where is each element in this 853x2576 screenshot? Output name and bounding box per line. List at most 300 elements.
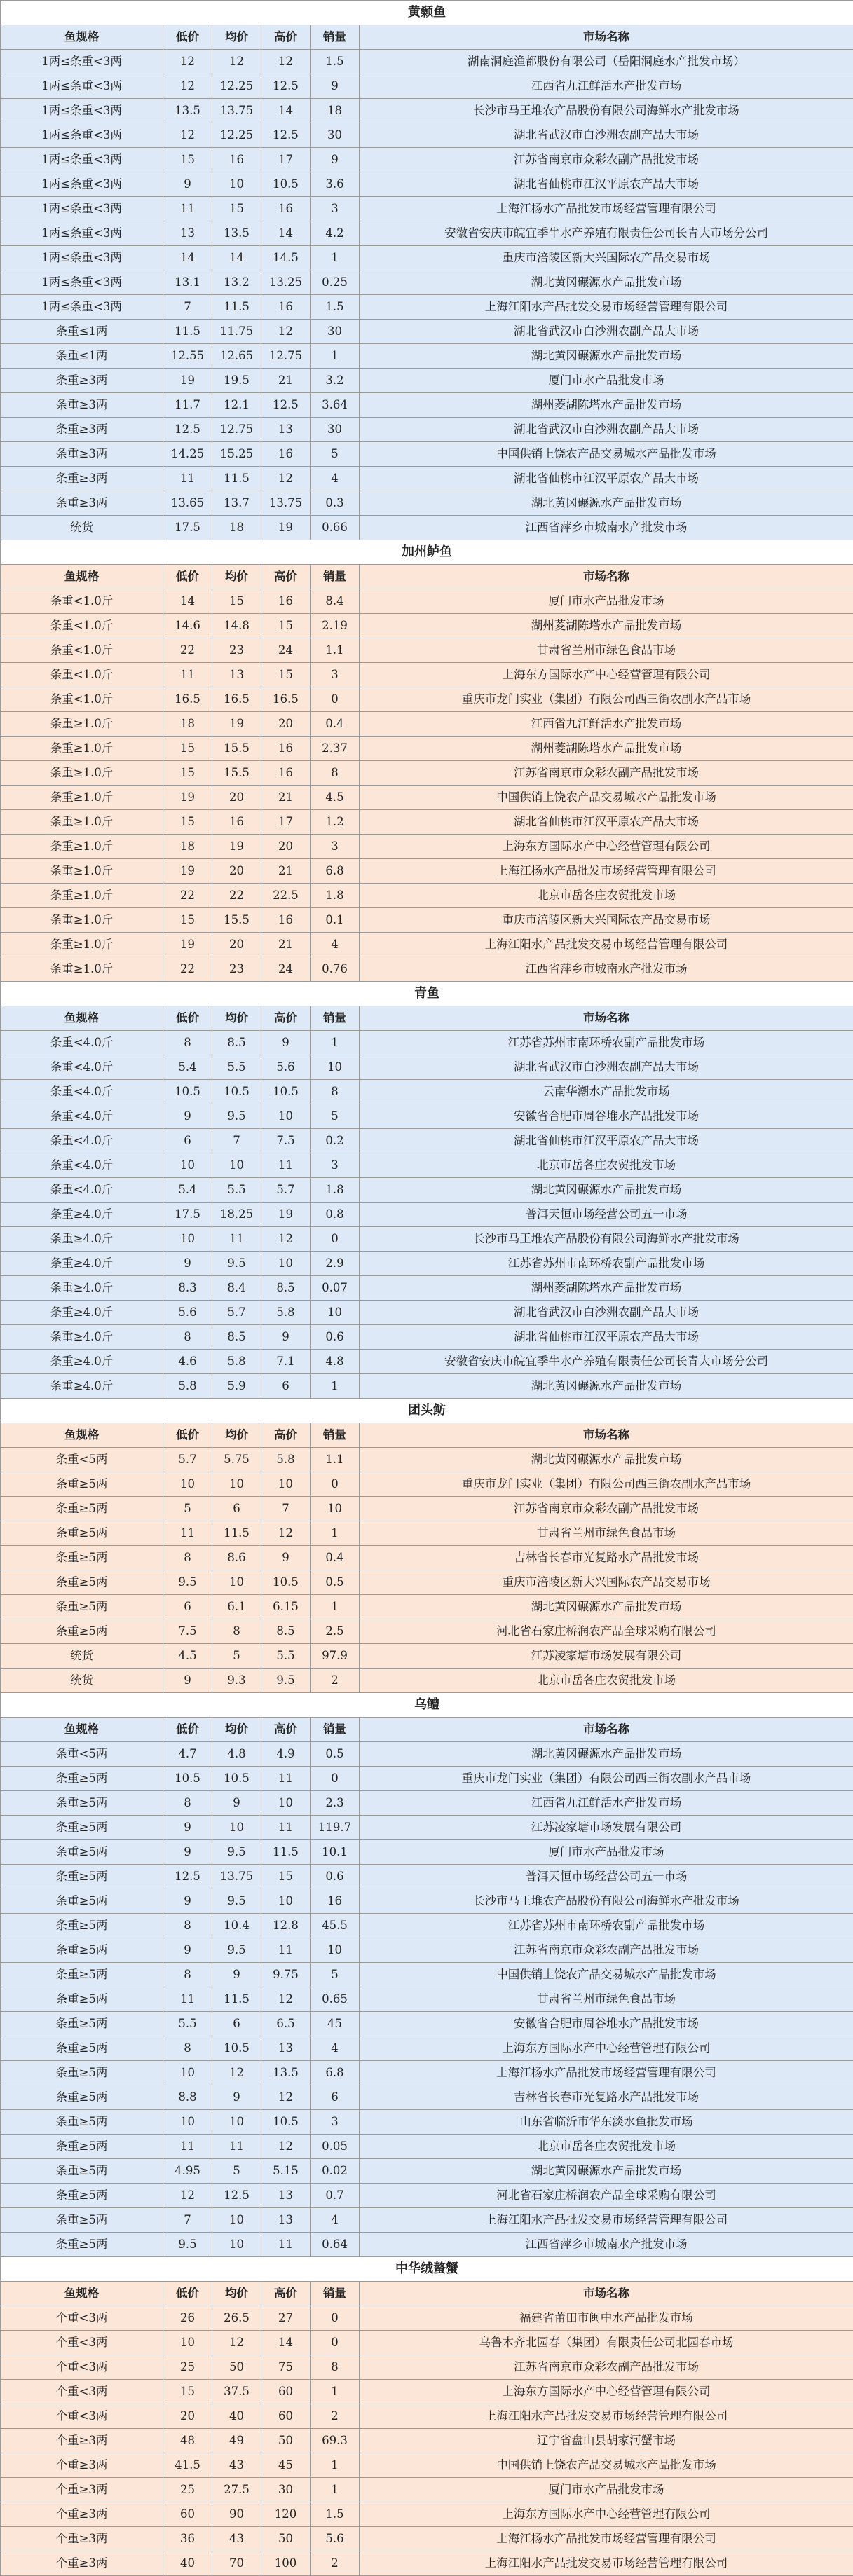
high-price-cell: 9.5 bbox=[261, 1669, 311, 1693]
spec-cell: 条重≥4.0斤 bbox=[1, 1203, 163, 1227]
market-cell: 湖北省仙桃市江汉平原农产品大市场 bbox=[360, 1325, 853, 1350]
market-cell: 江苏凌家塘市场发展有限公司 bbox=[360, 1816, 853, 1840]
high-price-cell: 12.5 bbox=[261, 393, 311, 418]
low-price-cell: 18 bbox=[163, 712, 212, 737]
low-price-cell: 10 bbox=[163, 1153, 212, 1178]
low-price-cell: 10 bbox=[163, 2331, 212, 2355]
low-price-cell: 15 bbox=[163, 908, 212, 933]
volume-cell: 1.8 bbox=[311, 1178, 360, 1203]
high-price-cell: 16 bbox=[261, 442, 311, 467]
market-header: 市场名称 bbox=[360, 1718, 853, 1742]
table-row bbox=[1, 2159, 853, 2184]
table-row bbox=[1, 638, 853, 663]
market-cell: 厦门市水产品批发市场 bbox=[360, 1840, 853, 1865]
market-cell: 湖北黄冈碾源水产品批发市场 bbox=[360, 1742, 853, 1767]
high-price-cell: 12 bbox=[261, 467, 311, 491]
table-row bbox=[1, 2453, 853, 2478]
high-price-cell: 11 bbox=[261, 1153, 311, 1178]
avg-price-cell: 10.5 bbox=[212, 1767, 261, 1791]
high-price-cell: 21 bbox=[261, 369, 311, 393]
spec-cell: 统货 bbox=[1, 1644, 163, 1669]
avg-price-cell: 70 bbox=[212, 2551, 261, 2576]
spec-cell: 条重≥3两 bbox=[1, 491, 163, 516]
high-price-cell: 19 bbox=[261, 516, 311, 540]
section-title-row bbox=[1, 1, 853, 25]
avg-price-cell: 5.9 bbox=[212, 1374, 261, 1399]
volume-cell: 6.8 bbox=[311, 859, 360, 884]
high-price-cell: 13 bbox=[261, 418, 311, 442]
table-row bbox=[1, 761, 853, 786]
low-price-cell: 9 bbox=[163, 1889, 212, 1914]
high-price-cell: 5.8 bbox=[261, 1448, 311, 1472]
table-row bbox=[1, 1791, 853, 1816]
high-price-cell: 14.5 bbox=[261, 246, 311, 270]
volume-cell: 5 bbox=[311, 442, 360, 467]
section-title-row bbox=[1, 1399, 853, 1423]
avg-price-cell: 18.25 bbox=[212, 1203, 261, 1227]
avg-price-cell: 10.5 bbox=[212, 2036, 261, 2061]
table-row bbox=[1, 1669, 853, 1693]
avg-price-cell: 12 bbox=[212, 50, 261, 74]
market-cell: 中国供销上饶农产品交易城水产品批发市场 bbox=[360, 1963, 853, 1987]
volume-cell: 1 bbox=[311, 344, 360, 369]
spec-cell: 1两≤条重<3两 bbox=[1, 123, 163, 148]
volume-cell: 1.5 bbox=[311, 295, 360, 320]
high-price-cell: 11 bbox=[261, 1938, 311, 1963]
column-header-row bbox=[1, 1423, 853, 1448]
volume-header: 销量 bbox=[311, 1718, 360, 1742]
avg-price-cell: 8 bbox=[212, 1619, 261, 1644]
volume-cell: 0 bbox=[311, 2331, 360, 2355]
spec-cell: 条重≥3两 bbox=[1, 369, 163, 393]
volume-cell: 0.5 bbox=[311, 1742, 360, 1767]
high-price-cell: 14 bbox=[261, 99, 311, 123]
avg-price-cell: 15.25 bbox=[212, 442, 261, 467]
market-cell: 上海江阳水产品批发交易市场经营管理有限公司 bbox=[360, 2404, 853, 2429]
market-cell: 甘肃省兰州市绿色食品市场 bbox=[360, 638, 853, 663]
spec-cell: 条重<1.0斤 bbox=[1, 589, 163, 614]
low-price-cell: 7 bbox=[163, 2208, 212, 2233]
avg-price-cell: 5 bbox=[212, 1644, 261, 1669]
spec-cell: 条重≥1.0斤 bbox=[1, 712, 163, 737]
high-price-cell: 13.5 bbox=[261, 2061, 311, 2085]
low-price-cell: 13.5 bbox=[163, 99, 212, 123]
spec-cell: 条重≥5两 bbox=[1, 2135, 163, 2159]
avg-price-cell: 20 bbox=[212, 933, 261, 957]
column-header-row bbox=[1, 1006, 853, 1031]
section-title: 青鱼 bbox=[1, 982, 853, 1006]
spec-cell: 条重≥4.0斤 bbox=[1, 1301, 163, 1325]
market-cell: 江苏省苏州市南环桥农副产品批发市场 bbox=[360, 1914, 853, 1938]
low-price-cell: 13 bbox=[163, 221, 212, 246]
market-cell: 湖北省仙桃市江汉平原农产品大市场 bbox=[360, 810, 853, 835]
low-price-cell: 22 bbox=[163, 884, 212, 908]
market-cell: 吉林省长春市光复路水产品批发市场 bbox=[360, 1546, 853, 1570]
low-price-cell: 11 bbox=[163, 1521, 212, 1546]
low-price-cell: 12.5 bbox=[163, 1865, 212, 1889]
market-cell: 湖北省武汉市白沙洲农副产品大市场 bbox=[360, 418, 853, 442]
spec-cell: 条重<5两 bbox=[1, 1742, 163, 1767]
table-row bbox=[1, 687, 853, 712]
avg-price-cell: 12.75 bbox=[212, 418, 261, 442]
low-price-cell: 36 bbox=[163, 2527, 212, 2551]
high-price-cell: 16 bbox=[261, 908, 311, 933]
high-price-cell: 9 bbox=[261, 1031, 311, 1055]
table-row bbox=[1, 1865, 853, 1889]
low-price-header: 低价 bbox=[163, 1006, 212, 1031]
low-price-cell: 11 bbox=[163, 2135, 212, 2159]
avg-price-cell: 16.5 bbox=[212, 687, 261, 712]
market-cell: 上海江杨水产品批发市场经营管理有限公司 bbox=[360, 197, 853, 221]
market-cell: 甘肃省兰州市绿色食品市场 bbox=[360, 1987, 853, 2012]
volume-cell: 4 bbox=[311, 467, 360, 491]
market-cell: 重庆市龙门实业（集团）有限公司西三街农副水产品市场 bbox=[360, 687, 853, 712]
avg-price-cell: 12.5 bbox=[212, 2184, 261, 2208]
spec-cell: 个重<3两 bbox=[1, 2380, 163, 2404]
low-price-header: 低价 bbox=[163, 2282, 212, 2306]
market-cell: 安徽省合肥市周谷堆水产品批发市场 bbox=[360, 2012, 853, 2036]
volume-cell: 0 bbox=[311, 1767, 360, 1791]
market-cell: 上海江杨水产品批发市场经营管理有限公司 bbox=[360, 2061, 853, 2085]
high-price-cell: 12.5 bbox=[261, 123, 311, 148]
table-row bbox=[1, 148, 853, 172]
high-price-cell: 5.8 bbox=[261, 1301, 311, 1325]
avg-price-cell: 10 bbox=[212, 1153, 261, 1178]
spec-cell: 个重<3两 bbox=[1, 2306, 163, 2331]
volume-cell: 2.9 bbox=[311, 1252, 360, 1276]
low-price-cell: 4.95 bbox=[163, 2159, 212, 2184]
market-cell: 重庆市涪陵区新大兴国际农产品交易市场 bbox=[360, 1570, 853, 1595]
table-row bbox=[1, 1570, 853, 1595]
high-price-cell: 12 bbox=[261, 1987, 311, 2012]
avg-price-cell: 20 bbox=[212, 786, 261, 810]
market-cell: 江西省萍乡市城南水产批发市场 bbox=[360, 2233, 853, 2257]
market-cell: 上海江阳水产品批发交易市场经营管理有限公司 bbox=[360, 2551, 853, 2576]
market-cell: 湖州菱湖陈塔水产品批发市场 bbox=[360, 737, 853, 761]
table-row bbox=[1, 320, 853, 344]
table-row bbox=[1, 2502, 853, 2527]
high-price-cell: 12.75 bbox=[261, 344, 311, 369]
table-row bbox=[1, 1521, 853, 1546]
table-row bbox=[1, 589, 853, 614]
volume-cell: 3.6 bbox=[311, 172, 360, 197]
table-row bbox=[1, 172, 853, 197]
high-price-cell: 6.15 bbox=[261, 1595, 311, 1619]
avg-price-cell: 15.5 bbox=[212, 761, 261, 786]
avg-price-cell: 12.25 bbox=[212, 123, 261, 148]
market-cell: 上海东方国际水产中心经营管理有限公司 bbox=[360, 2502, 853, 2527]
spec-cell: 条重≥1.0斤 bbox=[1, 933, 163, 957]
spec-cell: 1两≤条重<3两 bbox=[1, 295, 163, 320]
avg-price-cell: 9.5 bbox=[212, 1889, 261, 1914]
high-price-cell: 12 bbox=[261, 2135, 311, 2159]
low-price-cell: 13.1 bbox=[163, 270, 212, 295]
high-price-cell: 10 bbox=[261, 1889, 311, 1914]
volume-cell: 1.5 bbox=[311, 50, 360, 74]
table-row bbox=[1, 2355, 853, 2380]
table-row bbox=[1, 197, 853, 221]
low-price-cell: 6 bbox=[163, 1595, 212, 1619]
table-row bbox=[1, 1129, 853, 1153]
section-2 bbox=[1, 982, 853, 1399]
spec-cell: 条重≥5两 bbox=[1, 1619, 163, 1644]
market-cell: 河北省石家庄桥润农产品全球采购有限公司 bbox=[360, 2184, 853, 2208]
spec-cell: 条重<4.0斤 bbox=[1, 1153, 163, 1178]
high-price-cell: 60 bbox=[261, 2404, 311, 2429]
table-row bbox=[1, 737, 853, 761]
low-price-cell: 14 bbox=[163, 589, 212, 614]
market-cell: 湖北黄冈碾源水产品批发市场 bbox=[360, 270, 853, 295]
avg-price-cell: 6.1 bbox=[212, 1595, 261, 1619]
high-price-cell: 14 bbox=[261, 2331, 311, 2355]
avg-price-cell: 12.25 bbox=[212, 74, 261, 99]
market-cell: 上海东方国际水产中心经营管理有限公司 bbox=[360, 835, 853, 859]
market-cell: 江西省九江鲜活水产批发市场 bbox=[360, 712, 853, 737]
spec-cell: 条重<4.0斤 bbox=[1, 1031, 163, 1055]
spec-cell: 个重<3两 bbox=[1, 2404, 163, 2429]
market-header: 市场名称 bbox=[360, 25, 853, 50]
avg-price-cell: 50 bbox=[212, 2355, 261, 2380]
table-row bbox=[1, 1644, 853, 1669]
high-price-cell: 6.5 bbox=[261, 2012, 311, 2036]
high-price-cell: 9 bbox=[261, 1325, 311, 1350]
table-row bbox=[1, 246, 853, 270]
volume-cell: 0 bbox=[311, 687, 360, 712]
spec-cell: 条重≥5两 bbox=[1, 1987, 163, 2012]
table-row bbox=[1, 344, 853, 369]
low-price-cell: 7 bbox=[163, 295, 212, 320]
low-price-cell: 8 bbox=[163, 1914, 212, 1938]
avg-price-cell: 90 bbox=[212, 2502, 261, 2527]
high-price-cell: 16.5 bbox=[261, 687, 311, 712]
table-row bbox=[1, 2478, 853, 2502]
avg-price-cell: 49 bbox=[212, 2429, 261, 2453]
market-cell: 吉林省长春市光复路水产品批发市场 bbox=[360, 2085, 853, 2110]
low-price-cell: 5.8 bbox=[163, 1374, 212, 1399]
spec-cell: 条重≥1.0斤 bbox=[1, 957, 163, 982]
low-price-cell: 11 bbox=[163, 663, 212, 687]
avg-price-cell: 10 bbox=[212, 1816, 261, 1840]
avg-price-cell: 9 bbox=[212, 2085, 261, 2110]
volume-cell: 4 bbox=[311, 933, 360, 957]
volume-cell: 3 bbox=[311, 2110, 360, 2135]
spec-cell: 条重<1.0斤 bbox=[1, 687, 163, 712]
volume-cell: 10 bbox=[311, 1938, 360, 1963]
low-price-cell: 22 bbox=[163, 957, 212, 982]
avg-price-cell: 10.5 bbox=[212, 1080, 261, 1104]
volume-cell: 3.64 bbox=[311, 393, 360, 418]
high-price-cell: 5.7 bbox=[261, 1178, 311, 1203]
volume-cell: 6.8 bbox=[311, 2061, 360, 2085]
low-price-cell: 11 bbox=[163, 197, 212, 221]
volume-header: 销量 bbox=[311, 1006, 360, 1031]
market-cell: 上海东方国际水产中心经营管理有限公司 bbox=[360, 2380, 853, 2404]
volume-cell: 5 bbox=[311, 1963, 360, 1987]
spec-cell: 条重≥1.0斤 bbox=[1, 761, 163, 786]
low-price-cell: 5.6 bbox=[163, 1301, 212, 1325]
low-price-cell: 12.55 bbox=[163, 344, 212, 369]
section-4 bbox=[1, 1693, 853, 2257]
spec-cell: 条重≥3两 bbox=[1, 393, 163, 418]
market-cell: 湖州菱湖陈塔水产品批发市场 bbox=[360, 393, 853, 418]
market-cell: 山东省临沂市华东淡水鱼批发市场 bbox=[360, 2110, 853, 2135]
volume-cell: 8 bbox=[311, 2355, 360, 2380]
table-row bbox=[1, 1938, 853, 1963]
avg-price-cell: 11 bbox=[212, 1227, 261, 1252]
high-price-cell: 5.15 bbox=[261, 2159, 311, 2184]
market-cell: 湖北黄冈碾源水产品批发市场 bbox=[360, 1178, 853, 1203]
avg-price-cell: 10 bbox=[212, 172, 261, 197]
table-row bbox=[1, 2036, 853, 2061]
table-row bbox=[1, 2012, 853, 2036]
avg-price-cell: 10 bbox=[212, 1570, 261, 1595]
spec-cell: 个重≥3两 bbox=[1, 2527, 163, 2551]
avg-price-header: 均价 bbox=[212, 1718, 261, 1742]
spec-cell: 条重≥4.0斤 bbox=[1, 1325, 163, 1350]
column-header-row bbox=[1, 25, 853, 50]
spec-cell: 个重≥3两 bbox=[1, 2502, 163, 2527]
volume-cell: 1 bbox=[311, 1521, 360, 1546]
low-price-cell: 8 bbox=[163, 1325, 212, 1350]
avg-price-cell: 12.1 bbox=[212, 393, 261, 418]
avg-price-cell: 14 bbox=[212, 246, 261, 270]
high-price-cell: 120 bbox=[261, 2502, 311, 2527]
volume-header: 销量 bbox=[311, 25, 360, 50]
table-row bbox=[1, 1227, 853, 1252]
high-price-cell: 10 bbox=[261, 1791, 311, 1816]
section-1 bbox=[1, 540, 853, 982]
market-header: 市场名称 bbox=[360, 1006, 853, 1031]
spec-cell: 1两≤条重<3两 bbox=[1, 148, 163, 172]
section-5 bbox=[1, 2257, 853, 2576]
high-price-cell: 14 bbox=[261, 221, 311, 246]
spec-cell: 条重<1.0斤 bbox=[1, 638, 163, 663]
volume-cell: 45.5 bbox=[311, 1914, 360, 1938]
low-price-cell: 9 bbox=[163, 1938, 212, 1963]
spec-cell: 条重≥4.0斤 bbox=[1, 1227, 163, 1252]
volume-cell: 4.2 bbox=[311, 221, 360, 246]
volume-cell: 1 bbox=[311, 2453, 360, 2478]
volume-cell: 0 bbox=[311, 1227, 360, 1252]
low-price-cell: 16.5 bbox=[163, 687, 212, 712]
section-title: 乌鳢 bbox=[1, 1693, 853, 1718]
low-price-cell: 25 bbox=[163, 2355, 212, 2380]
high-price-cell: 16 bbox=[261, 589, 311, 614]
low-price-cell: 12 bbox=[163, 2184, 212, 2208]
spec-cell: 条重<5两 bbox=[1, 1448, 163, 1472]
table-row bbox=[1, 1742, 853, 1767]
market-cell: 上海江杨水产品批发市场经营管理有限公司 bbox=[360, 859, 853, 884]
market-cell: 江西省九江鲜活水产批发市场 bbox=[360, 1791, 853, 1816]
high-price-cell: 13 bbox=[261, 2208, 311, 2233]
high-price-cell: 10 bbox=[261, 1472, 311, 1497]
spec-cell: 条重≥5两 bbox=[1, 2061, 163, 2085]
volume-cell: 4.8 bbox=[311, 1350, 360, 1374]
high-price-cell: 75 bbox=[261, 2355, 311, 2380]
low-price-cell: 15 bbox=[163, 810, 212, 835]
volume-cell: 9 bbox=[311, 74, 360, 99]
volume-cell: 4 bbox=[311, 2036, 360, 2061]
high-price-header: 高价 bbox=[261, 1423, 311, 1448]
table-row bbox=[1, 1055, 853, 1080]
low-price-cell: 17.5 bbox=[163, 516, 212, 540]
table-row bbox=[1, 2110, 853, 2135]
low-price-cell: 22 bbox=[163, 638, 212, 663]
low-price-cell: 9.5 bbox=[163, 2233, 212, 2257]
table-row bbox=[1, 859, 853, 884]
market-cell: 江西省九江鲜活水产批发市场 bbox=[360, 74, 853, 99]
volume-cell: 2.5 bbox=[311, 1619, 360, 1644]
market-cell: 江苏省南京市众彩农副产品批发市场 bbox=[360, 148, 853, 172]
table-row bbox=[1, 2331, 853, 2355]
high-price-cell: 11 bbox=[261, 2233, 311, 2257]
high-price-cell: 13 bbox=[261, 2184, 311, 2208]
avg-price-cell: 43 bbox=[212, 2527, 261, 2551]
market-cell: 湖北省武汉市白沙洲农副产品大市场 bbox=[360, 1301, 853, 1325]
table-row bbox=[1, 712, 853, 737]
avg-price-cell: 5.5 bbox=[212, 1178, 261, 1203]
table-row bbox=[1, 2208, 853, 2233]
spec-cell: 条重≥1.0斤 bbox=[1, 908, 163, 933]
avg-price-cell: 15 bbox=[212, 589, 261, 614]
high-price-cell: 6 bbox=[261, 1374, 311, 1399]
spec-cell: 条重≥5两 bbox=[1, 1889, 163, 1914]
spec-cell: 条重<4.0斤 bbox=[1, 1080, 163, 1104]
spec-cell: 1两≤条重<3两 bbox=[1, 50, 163, 74]
high-price-cell: 45 bbox=[261, 2453, 311, 2478]
market-cell: 重庆市涪陵区新大兴国际农产品交易市场 bbox=[360, 908, 853, 933]
spec-cell: 个重≥3两 bbox=[1, 2429, 163, 2453]
spec-cell: 1两≤条重<3两 bbox=[1, 172, 163, 197]
low-price-cell: 11 bbox=[163, 467, 212, 491]
spec-cell: 条重≥5两 bbox=[1, 1840, 163, 1865]
spec-cell: 条重≥1.0斤 bbox=[1, 737, 163, 761]
high-price-cell: 21 bbox=[261, 933, 311, 957]
spec-cell: 条重≥4.0斤 bbox=[1, 1252, 163, 1276]
high-price-cell: 7.1 bbox=[261, 1350, 311, 1374]
volume-cell: 0.6 bbox=[311, 1325, 360, 1350]
high-price-cell: 15 bbox=[261, 663, 311, 687]
avg-price-cell: 37.5 bbox=[212, 2380, 261, 2404]
market-cell: 厦门市水产品批发市场 bbox=[360, 589, 853, 614]
volume-cell: 0.2 bbox=[311, 1129, 360, 1153]
section-title: 中华绒螯蟹 bbox=[1, 2257, 853, 2282]
low-price-cell: 60 bbox=[163, 2502, 212, 2527]
spec-header: 鱼规格 bbox=[1, 25, 163, 50]
low-price-cell: 5.7 bbox=[163, 1448, 212, 1472]
market-cell: 湖州菱湖陈塔水产品批发市场 bbox=[360, 1276, 853, 1301]
table-row bbox=[1, 491, 853, 516]
table-row bbox=[1, 2135, 853, 2159]
low-price-cell: 20 bbox=[163, 2404, 212, 2429]
volume-cell: 2 bbox=[311, 2404, 360, 2429]
high-price-cell: 5.5 bbox=[261, 1644, 311, 1669]
volume-cell: 10 bbox=[311, 1497, 360, 1521]
market-cell: 湖北省仙桃市江汉平原农产品大市场 bbox=[360, 172, 853, 197]
spec-cell: 条重<4.0斤 bbox=[1, 1129, 163, 1153]
volume-cell: 30 bbox=[311, 418, 360, 442]
volume-cell: 1.5 bbox=[311, 2502, 360, 2527]
high-price-cell: 9 bbox=[261, 1546, 311, 1570]
section-title: 加州鲈鱼 bbox=[1, 540, 853, 565]
market-cell: 上海江杨水产品批发市场经营管理有限公司 bbox=[360, 2527, 853, 2551]
column-header-row bbox=[1, 2282, 853, 2306]
volume-cell: 2 bbox=[311, 1669, 360, 1693]
low-price-cell: 25 bbox=[163, 2478, 212, 2502]
market-cell: 湖北黄冈碾源水产品批发市场 bbox=[360, 491, 853, 516]
market-cell: 厦门市水产品批发市场 bbox=[360, 369, 853, 393]
volume-cell: 0.64 bbox=[311, 2233, 360, 2257]
